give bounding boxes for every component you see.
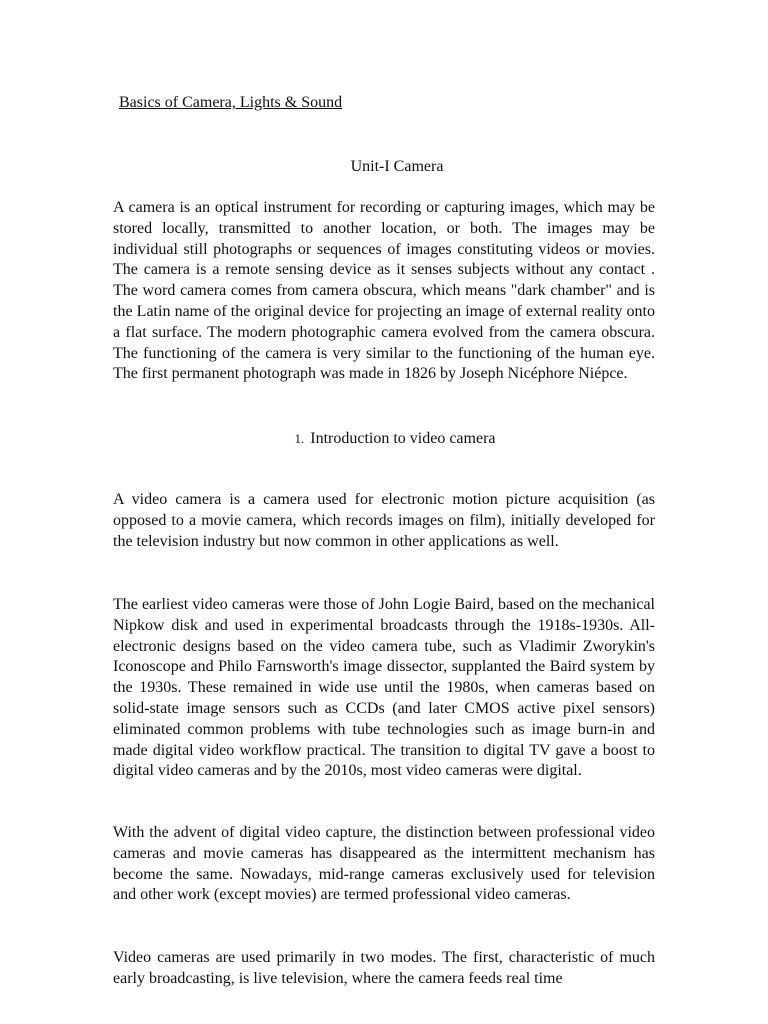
unit-heading: Unit-I Camera <box>350 158 444 175</box>
paragraph-camera-definition: A camera is an optical instrument for recording or capturing images, which may be stored locally, transmitted to another location, or both. The images may be individual still photographs or sequences of images constituting videos or movies. The camera is a remote sensing device as it senses subjects without any contact . The word camera comes from camera obscura, which means "dark chamber" and is the Latin name of the original device for projecting an image of external reality onto a flat surface. The modern photographic camera evolved from the camera obscura. The functioning of the camera is very similar to the functioning of the human eye. The first permanent photograph was made in 1826 by Joseph Nicéphore Niépce. <box>113 199 655 383</box>
section-title: Introduction to video camera <box>310 430 496 447</box>
paragraph-video-camera-history: The earliest video cameras were those of John Logie Baird, based on the mechanical Nipkow disk and used in experimental broadcasts through the 1918s-1930s. All- electronic designs based on the video camera tube, such as Vladimir Zworykin's Iconoscope and Philo Farnsworth's image dissector, supplanted the Baird system by the 1930s. These remained in wide use until the 1980s, when cameras based on solid-state image sensors such as CCDs (and later CMOS active pixel sensors) eliminated common problems with tube technologies such as image burn-in and made digital video workflow practical. The transition to digital TV gave a boost to digital video cameras and by the 2010s, most video cameras were digital. <box>113 596 655 780</box>
paragraph-video-camera-modes: Video cameras are used primarily in two modes. The first, characteristic of much early broadcasting, is live television, where the camera feeds real time <box>113 949 655 987</box>
section-number: 1. <box>294 431 305 446</box>
document-title: Basics of Camera, Lights & Sound <box>119 94 343 111</box>
section-heading <box>0 428 768 449</box>
paragraph-video-camera-definition: A video camera is a camera used for electronic motion picture acquisition (as opposed to a movie camera, which records images on film), initially developed for the television industry but now common in other applications as well. <box>113 491 655 550</box>
paragraph-digital-video-capture: With the advent of digital video capture, the distinction between professional video cameras and movie cameras has disappeared as the intermittent mechanism has become the same. Nowadays, mid-range cameras exclusively used for television and other work (except movies) are termed professional video cameras. <box>113 824 655 904</box>
